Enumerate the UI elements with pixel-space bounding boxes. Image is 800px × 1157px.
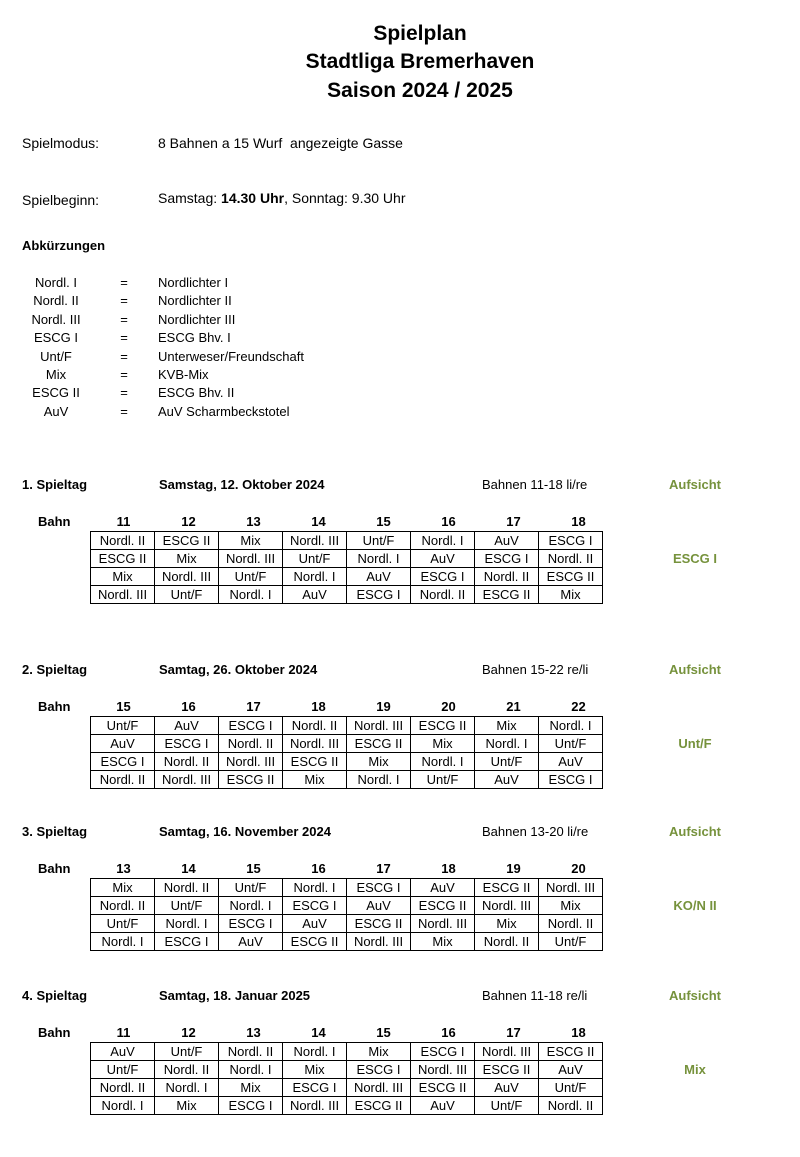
bahn-label: Bahn [38, 1025, 71, 1040]
table-cell: ESCG I [347, 1061, 411, 1079]
table-cell: ESCG II [475, 586, 539, 604]
abbreviation-short: Nordl. II [33, 293, 79, 309]
spielbeginn-time: 14.30 Uhr [221, 190, 285, 206]
abbreviation-row [0, 330, 500, 348]
bahn-number: 16 [181, 699, 196, 714]
abbreviation-equals: = [120, 403, 128, 419]
table-cell: Unt/F [283, 550, 347, 568]
spielbeginn-post: , Sonntag: 9.30 Uhr [284, 190, 406, 206]
bahn-label: Bahn [38, 861, 71, 876]
table-cell: ESCG II [347, 1097, 411, 1115]
title-line-1: Spielplan [373, 22, 467, 45]
table-cell: Nordl. II [219, 1043, 283, 1061]
table-cell: Nordl. I [219, 586, 283, 604]
table-cell: Nordl. III [219, 550, 283, 568]
table-row [91, 568, 603, 586]
table-cell: Nordl. II [155, 1061, 219, 1079]
bahn-number: 12 [181, 1025, 196, 1040]
table-cell: AuV [411, 550, 475, 568]
spieltag-header [0, 988, 800, 1006]
abbreviation-long: Unterweser/Freundschaft [158, 348, 304, 364]
table-cell: Nordl. III [411, 1061, 475, 1079]
table-cell: Unt/F [539, 1079, 603, 1097]
table-cell: Nordl. II [539, 550, 603, 568]
table-cell: Nordl. I [411, 753, 475, 771]
table-cell: ESCG II [91, 550, 155, 568]
table-cell: Nordl. I [347, 550, 411, 568]
bahn-number: 15 [376, 1025, 391, 1040]
table-cell: AuV [219, 933, 283, 951]
bahn-header-row [0, 1025, 800, 1041]
table-row [91, 915, 603, 933]
table-cell: Mix [283, 771, 347, 789]
table-cell: ESCG I [219, 915, 283, 933]
table-cell: Nordl. III [283, 1097, 347, 1115]
spieltag-lanes: Bahnen 11-18 re/li [482, 988, 588, 1003]
bahn-number: 15 [246, 861, 261, 876]
table-cell: Unt/F [91, 915, 155, 933]
spieltag-header [0, 477, 800, 495]
table-cell: Nordl. III [347, 717, 411, 735]
table-cell: ESCG II [283, 753, 347, 771]
table-cell: AuV [283, 915, 347, 933]
abbreviation-row [0, 275, 500, 293]
abbreviation-long: ESCG Bhv. I [158, 330, 231, 346]
table-cell: AuV [283, 586, 347, 604]
table-cell: Nordl. III [411, 915, 475, 933]
table-cell: ESCG I [411, 568, 475, 586]
table-cell: Nordl. I [91, 933, 155, 951]
table-row [91, 532, 603, 550]
table-cell: Nordl. II [91, 532, 155, 550]
table-cell: Mix [475, 717, 539, 735]
bahn-number: 13 [246, 514, 261, 529]
table-cell: Nordl. III [475, 1043, 539, 1061]
table-cell: Unt/F [411, 771, 475, 789]
table-cell: AuV [539, 753, 603, 771]
abbreviation-long: ESCG Bhv. II [158, 385, 235, 401]
table-cell: Mix [539, 897, 603, 915]
table-cell: ESCG II [539, 568, 603, 586]
table-row [91, 933, 603, 951]
spieltag-date: Samtag, 16. November 2024 [159, 824, 331, 839]
table-cell: Nordl. I [283, 568, 347, 586]
spieltag-title: 1. Spieltag [22, 477, 88, 492]
spielplan-table [90, 716, 603, 789]
table-cell: Nordl. I [411, 532, 475, 550]
abbreviation-long: AuV Scharmbeckstotel [158, 403, 290, 419]
table-cell: ESCG II [475, 879, 539, 897]
abbreviation-equals: = [120, 330, 128, 346]
aufsicht-label: Aufsicht [669, 662, 721, 677]
bahn-number: 19 [506, 861, 521, 876]
table-cell: AuV [347, 568, 411, 586]
table-cell: Nordl. II [475, 933, 539, 951]
bahn-number: 17 [376, 861, 391, 876]
table-row [91, 550, 603, 568]
table-cell: Mix [219, 532, 283, 550]
spielbeginn-pre: Samstag: [158, 190, 222, 206]
table-cell: Nordl. III [155, 568, 219, 586]
table-cell: Unt/F [91, 717, 155, 735]
table-cell: Mix [411, 735, 475, 753]
abbreviation-row [0, 404, 500, 422]
bahn-number: 21 [506, 699, 521, 714]
table-cell: Nordl. II [219, 735, 283, 753]
table-row [91, 897, 603, 915]
abbreviation-short: ESCG II [32, 385, 80, 401]
table-cell: AuV [91, 1043, 155, 1061]
aufsicht-team: KO/N II [673, 898, 717, 913]
bahn-header-row [0, 699, 800, 715]
bahn-number: 22 [571, 699, 586, 714]
table-cell: Mix [283, 1061, 347, 1079]
table-cell: Mix [539, 586, 603, 604]
bahn-number: 12 [181, 514, 196, 529]
table-cell: Nordl. III [347, 1079, 411, 1097]
abbreviation-row [0, 349, 500, 367]
bahn-number: 16 [441, 1025, 456, 1040]
table-cell: Mix [155, 1097, 219, 1115]
bahn-number: 15 [376, 514, 391, 529]
aufsicht-team: Mix [684, 1062, 706, 1077]
table-cell: ESCG I [219, 1097, 283, 1115]
table-row [91, 771, 603, 789]
abbreviation-long: Nordlichter III [158, 311, 236, 327]
table-cell: Nordl. II [411, 586, 475, 604]
table-cell: ESCG II [411, 717, 475, 735]
abbreviations-heading: Abkürzungen [22, 238, 106, 253]
table-cell: Unt/F [475, 1097, 539, 1115]
table-row [91, 1043, 603, 1061]
bahn-number: 16 [441, 514, 456, 529]
table-row [91, 1061, 603, 1079]
spieltag-lanes: Bahnen 15-22 re/li [482, 662, 589, 677]
aufsicht-team: ESCG I [672, 551, 718, 566]
bahn-number: 14 [311, 514, 326, 529]
aufsicht-label: Aufsicht [669, 824, 721, 839]
table-cell: Mix [411, 933, 475, 951]
bahn-label: Bahn [38, 699, 71, 714]
table-cell: Unt/F [475, 753, 539, 771]
table-cell: ESCG I [411, 1043, 475, 1061]
bahn-number: 11 [116, 514, 131, 529]
table-row [91, 717, 603, 735]
bahn-number: 18 [571, 1025, 586, 1040]
bahn-number: 15 [116, 699, 131, 714]
table-row [91, 1097, 603, 1115]
abbreviation-equals: = [120, 385, 128, 401]
bahn-number: 18 [571, 514, 586, 529]
table-cell: AuV [411, 879, 475, 897]
table-cell: AuV [91, 735, 155, 753]
table-cell: ESCG II [411, 1079, 475, 1097]
table-cell: ESCG II [219, 771, 283, 789]
abbreviation-row [0, 367, 500, 385]
table-cell: AuV [475, 771, 539, 789]
bahn-number: 18 [441, 861, 456, 876]
table-cell: ESCG I [539, 771, 603, 789]
abbreviation-short: Nordl. I [35, 275, 77, 290]
table-row [91, 753, 603, 771]
table-cell: Nordl. I [219, 1061, 283, 1079]
table-cell: AuV [155, 717, 219, 735]
table-cell: AuV [539, 1061, 603, 1079]
table-cell: Mix [219, 1079, 283, 1097]
abbreviation-long: Nordlichter I [158, 275, 229, 290]
table-cell: Nordl. I [283, 1043, 347, 1061]
spieltag-title: 4. Spieltag [22, 988, 88, 1003]
table-cell: ESCG I [91, 753, 155, 771]
table-cell: Nordl. II [155, 879, 219, 897]
abbreviation-long: Nordlichter II [158, 293, 232, 309]
abbreviation-equals: = [120, 293, 128, 309]
table-cell: Nordl. I [155, 1079, 219, 1097]
abbreviation-short: Mix [45, 367, 67, 382]
table-cell: ESCG I [155, 735, 219, 753]
table-cell: ESCG II [283, 933, 347, 951]
table-cell: Nordl. II [283, 717, 347, 735]
abbreviation-short: ESCG I [33, 330, 79, 346]
spieltag-title: 3. Spieltag [22, 824, 88, 839]
table-cell: Nordl. II [539, 1097, 603, 1115]
aufsicht-label: Aufsicht [669, 988, 721, 1003]
table-cell: Mix [347, 753, 411, 771]
bahn-number: 14 [181, 861, 196, 876]
table-cell: Nordl. I [91, 1097, 155, 1115]
table-cell: AuV [411, 1097, 475, 1115]
bahn-label: Bahn [38, 514, 71, 529]
table-cell: ESCG II [155, 532, 219, 550]
title-line-3: Saison 2024 / 2025 [327, 79, 513, 102]
bahn-number: 17 [506, 1025, 521, 1040]
table-cell: ESCG II [411, 897, 475, 915]
table-cell: ESCG II [539, 1043, 603, 1061]
table-cell: ESCG I [155, 933, 219, 951]
bahn-number: 11 [116, 1025, 131, 1040]
bahn-header-row [0, 514, 800, 530]
table-cell: ESCG I [283, 1079, 347, 1097]
table-cell: Mix [347, 1043, 411, 1061]
table-cell: Mix [475, 915, 539, 933]
table-cell: AuV [475, 1079, 539, 1097]
table-cell: Nordl. I [347, 771, 411, 789]
table-cell: Nordl. II [91, 771, 155, 789]
table-cell: Nordl. II [91, 1079, 155, 1097]
table-cell: Nordl. III [219, 753, 283, 771]
bahn-number: 16 [311, 861, 326, 876]
aufsicht-team: Unt/F [678, 736, 712, 751]
aufsicht-label: Aufsicht [669, 477, 721, 492]
bahn-number: 17 [506, 514, 521, 529]
abbreviation-row [0, 312, 500, 330]
table-cell: Unt/F [539, 735, 603, 753]
bahn-number: 18 [311, 699, 326, 714]
table-cell: ESCG I [219, 717, 283, 735]
table-row [91, 735, 603, 753]
spieltag-date: Samtag, 26. Oktober 2024 [159, 662, 318, 677]
table-cell: Nordl. III [475, 897, 539, 915]
spielmodus-label: Spielmodus: [22, 135, 100, 151]
abbreviation-row [0, 293, 500, 311]
table-cell: Nordl. III [283, 735, 347, 753]
spieltag-lanes: Bahnen 11-18 li/re [482, 477, 588, 492]
table-cell: Nordl. II [539, 915, 603, 933]
abbreviation-long: KVB-Mix [158, 367, 209, 382]
table-cell: Unt/F [219, 568, 283, 586]
abbreviation-equals: = [120, 275, 128, 290]
bahn-number: 14 [311, 1025, 326, 1040]
abbreviation-equals: = [120, 348, 128, 364]
abbreviation-short: AuV [43, 403, 69, 419]
abbreviation-equals: = [120, 311, 128, 327]
table-cell: Mix [91, 568, 155, 586]
bahn-number: 19 [376, 699, 391, 714]
table-cell: Unt/F [539, 933, 603, 951]
table-cell: AuV [347, 897, 411, 915]
table-cell: Nordl. I [219, 897, 283, 915]
table-cell: Nordl. II [475, 568, 539, 586]
table-cell: Unt/F [91, 1061, 155, 1079]
table-cell: Nordl. III [539, 879, 603, 897]
table-cell: ESCG II [475, 1061, 539, 1079]
table-cell: Unt/F [155, 897, 219, 915]
table-cell: Mix [91, 879, 155, 897]
table-cell: Nordl. I [155, 915, 219, 933]
spieltag-header [0, 662, 800, 680]
bahn-number: 13 [116, 861, 131, 876]
table-cell: ESCG II [347, 915, 411, 933]
spielbeginn-label: Spielbeginn: [22, 192, 100, 208]
spielplan-table [90, 531, 603, 604]
spielplan-table [90, 878, 603, 951]
table-cell: ESCG I [347, 879, 411, 897]
table-cell: ESCG I [475, 550, 539, 568]
table-row [91, 1079, 603, 1097]
table-cell: Nordl. I [283, 879, 347, 897]
spielbeginn-value [158, 190, 406, 206]
bahn-number: 20 [571, 861, 586, 876]
abbreviation-short: Nordl. III [31, 311, 81, 327]
table-cell: Nordl. III [155, 771, 219, 789]
bahn-number: 20 [441, 699, 456, 714]
table-cell: Nordl. II [91, 897, 155, 915]
spieltag-lanes: Bahnen 13-20 li/re [482, 824, 589, 839]
table-cell: Unt/F [347, 532, 411, 550]
table-cell: ESCG II [347, 735, 411, 753]
table-row [91, 586, 603, 604]
spieltag-date: Samstag, 12. Oktober 2024 [159, 477, 325, 492]
title-line-2: Stadtliga Bremerhaven [305, 50, 535, 73]
table-cell: Unt/F [219, 879, 283, 897]
table-row [91, 879, 603, 897]
table-cell: Nordl. III [283, 532, 347, 550]
spieltag-header [0, 824, 800, 842]
abbreviation-short: Unt/F [40, 348, 72, 364]
bahn-number: 13 [246, 1025, 261, 1040]
table-cell: AuV [475, 532, 539, 550]
spieltag-title: 2. Spieltag [22, 662, 88, 677]
table-cell: Nordl. III [347, 933, 411, 951]
spielmodus-value: 8 Bahnen a 15 Wurf angezeigte Gasse [158, 135, 403, 151]
table-cell: ESCG I [539, 532, 603, 550]
abbreviation-equals: = [120, 367, 128, 382]
spieltag-date: Samtag, 18. Januar 2025 [159, 988, 311, 1003]
abbreviation-row [0, 385, 500, 403]
table-cell: Nordl. I [539, 717, 603, 735]
table-cell: Unt/F [155, 586, 219, 604]
table-cell: Mix [155, 550, 219, 568]
table-cell: Unt/F [155, 1043, 219, 1061]
table-cell: Nordl. I [475, 735, 539, 753]
table-cell: ESCG I [347, 586, 411, 604]
table-cell: Nordl. III [91, 586, 155, 604]
bahn-header-row [0, 861, 800, 877]
bahn-number: 17 [246, 699, 261, 714]
spielplan-table [90, 1042, 603, 1115]
table-cell: Nordl. II [155, 753, 219, 771]
table-cell: ESCG I [283, 897, 347, 915]
